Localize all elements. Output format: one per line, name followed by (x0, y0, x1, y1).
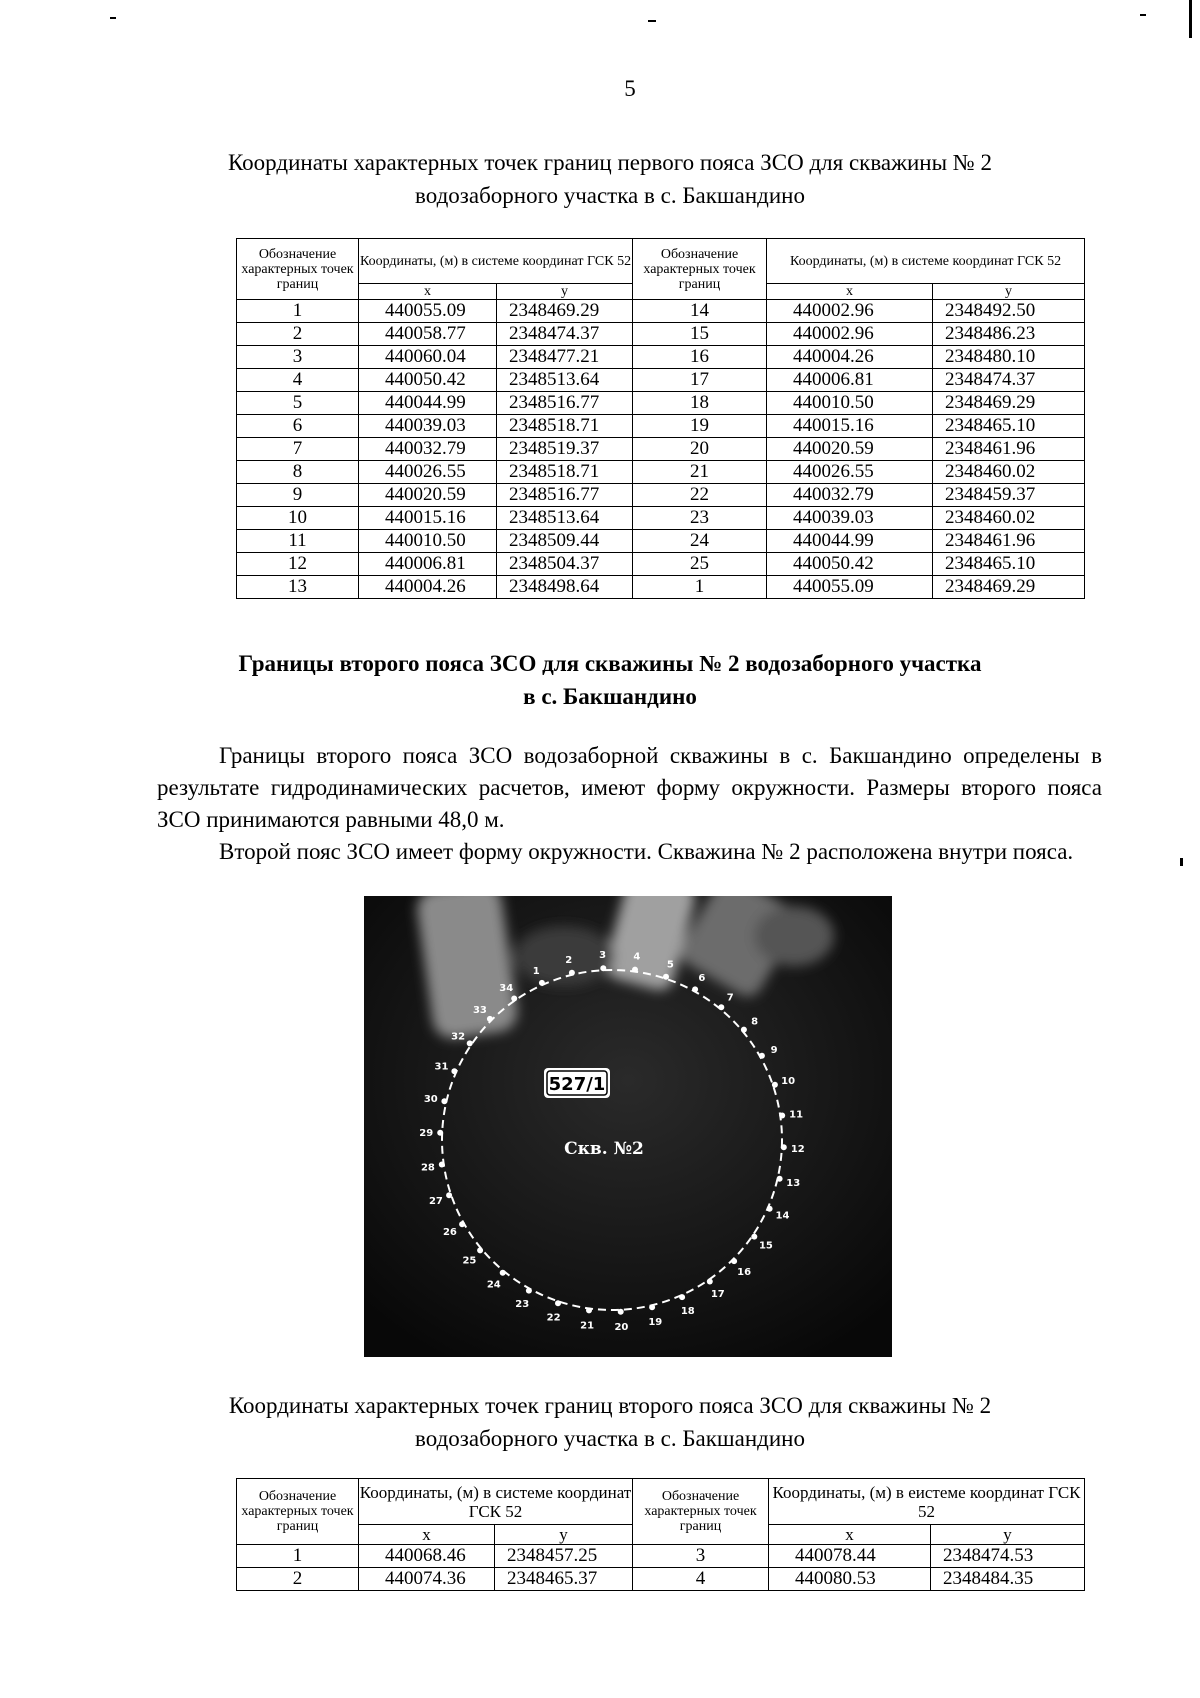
x-value-cell: 440002.96 (767, 323, 933, 346)
boundary-point-marker (441, 1098, 447, 1104)
table2-header-coords-right: Координаты, (м) в еистеме координат ГСК 52 (769, 1479, 1085, 1525)
section-text (157, 740, 1102, 868)
boundary-point-label: 11 (789, 1109, 804, 1121)
boundary-point-label: 22 (546, 1312, 561, 1324)
table1-caption (150, 146, 1070, 212)
scan-speck (1180, 858, 1183, 866)
boundary-point-label: 17 (710, 1289, 725, 1300)
y-value-cell: 2348459.37 (933, 484, 1085, 507)
table2-header-y: y (931, 1525, 1085, 1545)
table1-caption-line2: водозаборного участка в с. Бакшандино (415, 183, 805, 208)
boundary-point-label: 24 (486, 1279, 501, 1291)
boundary-point-marker (767, 1206, 773, 1212)
x-value-cell: 440006.81 (767, 369, 933, 392)
boundary-point-label: 23 (515, 1298, 530, 1310)
table2 (236, 1478, 1085, 1591)
boundary-point-label: 8 (751, 1016, 759, 1028)
y-value-cell: 2348465.37 (495, 1568, 633, 1591)
boundary-point-label: 28 (420, 1162, 435, 1174)
x-value-cell: 440055.09 (767, 576, 933, 599)
point-id-cell: 3 (237, 346, 359, 369)
boundary-point-marker (679, 1294, 685, 1300)
y-value-cell: 2348518.71 (497, 461, 633, 484)
point-id-cell: 16 (633, 346, 767, 369)
point-id-cell: 4 (237, 369, 359, 392)
point-id-cell: 17 (633, 369, 767, 392)
table-row (237, 300, 1085, 323)
point-id-cell: 19 (633, 415, 767, 438)
scan-speck (648, 20, 656, 22)
boundary-point-marker (751, 1234, 757, 1240)
x-value-cell: 440074.36 (359, 1568, 495, 1591)
point-id-cell: 10 (237, 507, 359, 530)
y-value-cell: 2348465.10 (933, 415, 1085, 438)
y-value-cell: 2348469.29 (933, 392, 1085, 415)
y-value-cell: 2348492.50 (933, 300, 1085, 323)
x-value-cell: 440039.03 (359, 415, 497, 438)
well-label: Скв. №2 (564, 1139, 644, 1159)
point-id-cell: 9 (237, 484, 359, 507)
boundary-point-label: 34 (499, 983, 514, 994)
y-value-cell: 2348469.29 (933, 576, 1085, 599)
table-row (237, 1568, 1085, 1591)
boundary-point-marker (437, 1130, 443, 1136)
table2-header-x: x (769, 1525, 931, 1545)
boundary-point-label: 4 (633, 951, 641, 963)
y-value-cell: 2348516.77 (497, 392, 633, 415)
point-id-cell: 2 (237, 323, 359, 346)
boundary-point-label: 5 (666, 959, 674, 971)
boundary-point-marker (772, 1082, 778, 1088)
table-row (237, 484, 1085, 507)
boundary-point-marker (586, 1307, 592, 1313)
y-value-cell: 2348513.64 (497, 369, 633, 392)
x-value-cell: 440044.99 (359, 392, 497, 415)
point-id-cell: 20 (633, 438, 767, 461)
table1-header-x: x (359, 284, 497, 300)
boundary-point-marker (741, 1027, 747, 1033)
x-value-cell: 440060.04 (359, 346, 497, 369)
scan-speck (1140, 14, 1146, 16)
boundary-point-marker (777, 1176, 783, 1182)
boundary-point-label: 12 (790, 1143, 805, 1155)
point-id-cell: 14 (633, 300, 767, 323)
x-value-cell: 440015.16 (767, 415, 933, 438)
boundary-point-label: 33 (472, 1005, 487, 1016)
table-row (237, 323, 1085, 346)
table-row (237, 461, 1085, 484)
point-id-cell: 18 (633, 392, 767, 415)
y-value-cell: 2348477.21 (497, 346, 633, 369)
point-id-cell: 15 (633, 323, 767, 346)
boundary-point-label: 1 (532, 966, 540, 978)
boundary-point-marker (467, 1040, 473, 1046)
table1-caption-line1: Координаты характерных точек границ первого пояса ЗСО для скважины № 2 (227, 150, 993, 175)
boundary-point-label: 13 (786, 1177, 801, 1189)
table-row (237, 346, 1085, 369)
boundary-point-marker (539, 980, 545, 986)
table1-header-point-left: Обозначение характерных точек границ (237, 239, 359, 300)
y-value-cell: 2348461.96 (933, 438, 1085, 461)
point-id-cell: 13 (237, 576, 359, 599)
x-value-cell: 440020.59 (359, 484, 497, 507)
boundary-point-marker (632, 967, 638, 973)
table2-header-point-right: Обозначение характерных точек границ (633, 1479, 769, 1545)
scan-margin-mark (1189, 0, 1192, 38)
boundary-point-label: 2 (565, 955, 573, 967)
y-value-cell: 2348474.37 (497, 323, 633, 346)
boundary-point-marker (451, 1068, 457, 1074)
x-value-cell: 440050.42 (359, 369, 497, 392)
table1-header-y: y (933, 284, 1085, 300)
table2-caption-line2: водозаборного участка в с. Бакшандино (415, 1426, 805, 1451)
boundary-point-marker (511, 996, 517, 1002)
boundary-point-marker (459, 1221, 465, 1227)
table-row (237, 438, 1085, 461)
boundary-point-marker (600, 965, 606, 971)
table1-header-point-right: Обозначение характерных точек границ (633, 239, 767, 300)
boundary-point-marker (707, 1279, 713, 1285)
table2-header-x: x (359, 1525, 495, 1545)
table1 (236, 238, 1085, 599)
y-value-cell: 2348474.37 (933, 369, 1085, 392)
x-value-cell: 440026.55 (359, 461, 497, 484)
point-id-cell: 21 (633, 461, 767, 484)
boundary-point-label: 20 (614, 1321, 629, 1333)
boundary-point-label: 6 (698, 973, 706, 985)
table1-header-y: y (497, 284, 633, 300)
boundary-point-label: 10 (781, 1076, 796, 1088)
point-id-cell: 4 (633, 1568, 769, 1591)
y-value-cell: 2348509.44 (497, 530, 633, 553)
boundary-point-label: 25 (462, 1255, 477, 1267)
point-id-cell: 6 (237, 415, 359, 438)
boundary-point-label: 7 (726, 992, 734, 1004)
boundary-point-label: 21 (580, 1320, 595, 1332)
table1-header-coords-right: Координаты, (м) в системе координат ГСК 52 (767, 239, 1085, 284)
point-id-cell: 3 (633, 1545, 769, 1568)
y-value-cell: 2348484.35 (931, 1568, 1085, 1591)
x-value-cell: 440004.26 (767, 346, 933, 369)
boundary-point-marker (692, 986, 698, 992)
boundary-point-label: 19 (648, 1316, 663, 1328)
y-value-cell: 2348518.71 (497, 415, 633, 438)
point-id-cell: 5 (237, 392, 359, 415)
boundary-point-marker (731, 1258, 737, 1264)
table-row (237, 1545, 1085, 1568)
boundary-point-label: 26 (442, 1227, 457, 1239)
point-id-cell: 24 (633, 530, 767, 553)
boundary-point-label: 15 (758, 1240, 773, 1252)
boundary-point-label: 27 (428, 1195, 443, 1207)
boundary-point-marker (487, 1016, 493, 1022)
table2-caption-line1: Координаты характерных точек границ второго пояса ЗСО для скважины № 2 (228, 1393, 992, 1418)
aerial-photo (364, 896, 892, 1357)
boundary-point-marker (569, 970, 575, 976)
boundary-point-marker (555, 1300, 561, 1306)
boundary-point-marker (718, 1004, 724, 1010)
point-id-cell: 1 (237, 300, 359, 323)
x-value-cell: 440015.16 (359, 507, 497, 530)
boundary-point-marker (477, 1247, 483, 1253)
section-heading (150, 647, 1070, 713)
y-value-cell: 2348498.64 (497, 576, 633, 599)
boundary-point-label: 16 (737, 1267, 752, 1278)
point-id-cell: 8 (237, 461, 359, 484)
x-value-cell: 440044.99 (767, 530, 933, 553)
x-value-cell: 440004.26 (359, 576, 497, 599)
table1-header-x: x (767, 284, 933, 300)
boundary-point-marker (663, 974, 669, 980)
boundary-point-marker (759, 1053, 765, 1059)
boundary-point-label: 14 (775, 1210, 790, 1222)
point-id-cell: 25 (633, 553, 767, 576)
point-id-cell: 12 (237, 553, 359, 576)
table-row (237, 553, 1085, 576)
x-value-cell: 440039.03 (767, 507, 933, 530)
boundary-point-label: 31 (434, 1061, 449, 1073)
table2-caption (150, 1389, 1070, 1455)
y-value-cell: 2348474.53 (931, 1545, 1085, 1568)
boundary-point-label: 18 (680, 1305, 695, 1317)
point-id-cell: 22 (633, 484, 767, 507)
boundary-point-label: 29 (419, 1128, 434, 1140)
page-number: 5 (624, 76, 636, 101)
point-id-cell: 7 (237, 438, 359, 461)
x-value-cell: 440010.50 (767, 392, 933, 415)
table-row (237, 392, 1085, 415)
y-value-cell: 2348486.23 (933, 323, 1085, 346)
boundary-point-marker (526, 1288, 532, 1294)
y-value-cell: 2348513.64 (497, 507, 633, 530)
boundary-point-label: 30 (423, 1094, 438, 1106)
y-value-cell: 2348516.77 (497, 484, 633, 507)
x-value-cell: 440032.79 (767, 484, 933, 507)
point-id-cell: 11 (237, 530, 359, 553)
x-value-cell: 440055.09 (359, 300, 497, 323)
table2-header-point-left: Обозначение характерных точек границ (237, 1479, 359, 1545)
point-id-cell: 23 (633, 507, 767, 530)
point-id-cell: 1 (237, 1545, 359, 1568)
section-heading-line2: в с. Бакшандино (523, 684, 697, 709)
boundary-point-marker (446, 1192, 452, 1198)
x-value-cell: 440058.77 (359, 323, 497, 346)
y-value-cell: 2348457.25 (495, 1545, 633, 1568)
table-row (237, 369, 1085, 392)
y-value-cell: 2348461.96 (933, 530, 1085, 553)
boundary-point-marker (439, 1162, 445, 1168)
y-value-cell: 2348504.37 (497, 553, 633, 576)
table-row (237, 576, 1085, 599)
boundary-point-marker (500, 1270, 506, 1276)
x-value-cell: 440020.59 (767, 438, 933, 461)
x-value-cell: 440010.50 (359, 530, 497, 553)
x-value-cell: 440026.55 (767, 461, 933, 484)
aerial-photo-svg (364, 896, 892, 1357)
paragraph-2: Второй пояс ЗСО имеет форму окружности. Скважина № 2 расположена внутри пояса. (219, 839, 1074, 864)
y-value-cell: 2348469.29 (497, 300, 633, 323)
y-value-cell: 2348465.10 (933, 553, 1085, 576)
point-id-cell: 1 (633, 576, 767, 599)
parcel-label: 527/1 (548, 1074, 606, 1095)
boundary-point-label: 32 (451, 1031, 466, 1043)
boundary-point-marker (649, 1304, 655, 1310)
x-value-cell: 440068.46 (359, 1545, 495, 1568)
point-id-cell: 2 (237, 1568, 359, 1591)
x-value-cell: 440050.42 (767, 553, 933, 576)
boundary-point-marker (781, 1144, 787, 1150)
boundary-point-label: 9 (770, 1044, 778, 1056)
section-heading-line1: Границы второго пояса ЗСО для скважины № 2 водозаборного участка (238, 651, 982, 676)
x-value-cell: 440002.96 (767, 300, 933, 323)
table-row (237, 530, 1085, 553)
x-value-cell: 440006.81 (359, 553, 497, 576)
boundary-point-marker (618, 1309, 624, 1315)
x-value-cell: 440032.79 (359, 438, 497, 461)
x-value-cell: 440080.53 (769, 1568, 931, 1591)
y-value-cell: 2348519.37 (497, 438, 633, 461)
y-value-cell: 2348460.02 (933, 461, 1085, 484)
table2-header-coords-left: Координаты, (м) в системе координат ГСК 52 (359, 1479, 633, 1525)
boundary-point-label: 3 (599, 950, 607, 962)
table-row (237, 415, 1085, 438)
x-value-cell: 440078.44 (769, 1545, 931, 1568)
table2-header-y: y (495, 1525, 633, 1545)
boundary-point-marker (779, 1113, 785, 1119)
y-value-cell: 2348460.02 (933, 507, 1085, 530)
table1-header-coords-left: Координаты, (м) в системе координат ГСК 52 (359, 239, 633, 284)
scan-speck (110, 17, 116, 19)
y-value-cell: 2348480.10 (933, 346, 1085, 369)
paragraph-1: Границы второго пояса ЗСО водозаборной скважины в с. Бакшандино определены в результате гидродинамических расчетов, имеют форму окружности. Размеры второго пояса ЗСО принимаются равными 48,0 м. (157, 743, 1102, 832)
table-row (237, 507, 1085, 530)
